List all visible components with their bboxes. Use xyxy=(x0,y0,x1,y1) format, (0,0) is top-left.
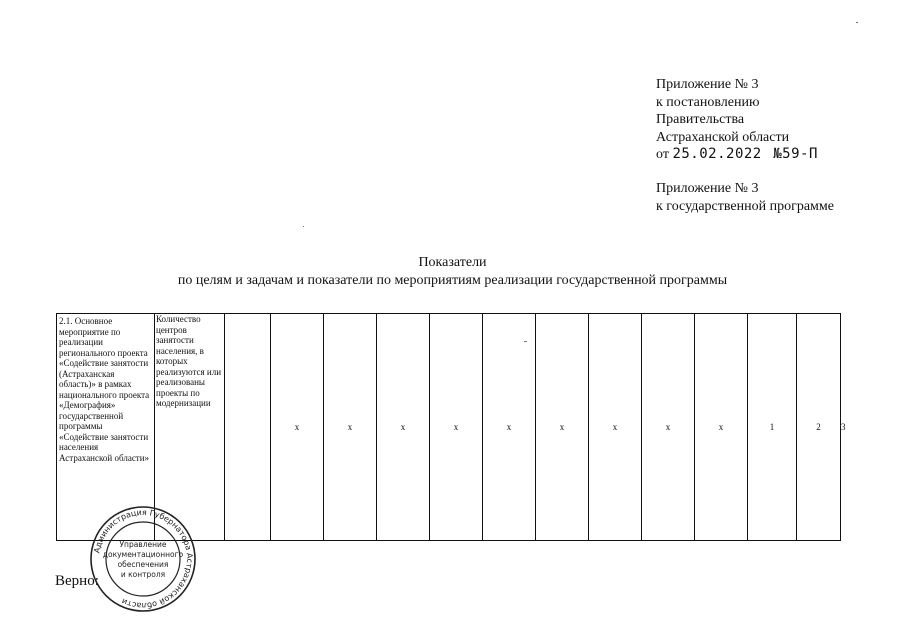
activity-name-cell: 2.1. Основное мероприятие по реализации регионального проекта «Содействие занятости (Астраханская область)» в рамках национального проекта «Демография» государственной программы «Содействие занятости населения Астраханской области» xyxy=(57,314,155,541)
value-cell: x xyxy=(483,314,536,541)
scan-speck xyxy=(524,341,527,342)
scan-speck xyxy=(303,226,304,227)
document-number: №59-П xyxy=(773,146,818,162)
stamp-inner-ring xyxy=(106,522,180,596)
header-line: Астраханской области xyxy=(656,129,790,145)
stamp-outer-text: Администрация Губернатора Астраханской области xyxy=(92,507,195,611)
value-cell: x xyxy=(536,314,589,541)
date-prefix: от xyxy=(656,147,669,162)
certification-label: Верно: xyxy=(55,573,99,589)
stamp-inner-line: Управление xyxy=(119,540,167,549)
header-line: к постановлению xyxy=(656,94,760,110)
value-cell: x xyxy=(695,314,748,541)
value-cell: 2 xyxy=(797,314,841,541)
header2-line: к государственной программе xyxy=(656,198,834,214)
document-title: Показатели xyxy=(418,255,487,270)
value-cell: x xyxy=(271,314,324,541)
program-appendix-header xyxy=(656,180,834,215)
value-cell: x xyxy=(377,314,430,541)
stamp-inner-line: обеспечения xyxy=(117,560,169,569)
value-cell: x xyxy=(430,314,483,541)
scan-speck xyxy=(856,22,858,23)
official-stamp xyxy=(90,504,196,614)
value-cell: x xyxy=(642,314,695,541)
value-cell: 1 xyxy=(748,314,797,541)
header-date-line xyxy=(656,146,818,164)
stamp-inner-line: документационного xyxy=(102,550,184,559)
value-cell: x xyxy=(324,314,377,541)
stamp-inner-line: и контроля xyxy=(120,570,166,579)
empty-cell xyxy=(225,314,271,541)
indicator-text: Количество центров занятости населения, в которых реализуются или реализованы проекты по модернизации xyxy=(156,314,222,408)
header2-line: Приложение № 3 xyxy=(656,181,759,196)
header-line: Приложение № 3 xyxy=(656,77,759,92)
value-cell: x xyxy=(589,314,642,541)
table-row: 2.1. Основное мероприятие по реализации регионального проекта «Содействие занятости (Астраханская область)» в рамках национального проекта «Демография» государственной программы «Содействие занятости населения Астраханской области» Количество центров занятости населения, в которых реализуются или реализованы проекты по модернизации x x x x x x x x x 1 2 3 xyxy=(57,314,841,541)
document-subtitle: по целям и задачам и показатели по мероприятиям реализации государственной программы xyxy=(177,273,728,288)
appendix-header xyxy=(656,76,818,164)
header-line: Правительства xyxy=(656,112,745,127)
date-value: 25.02.2022 xyxy=(672,146,762,162)
